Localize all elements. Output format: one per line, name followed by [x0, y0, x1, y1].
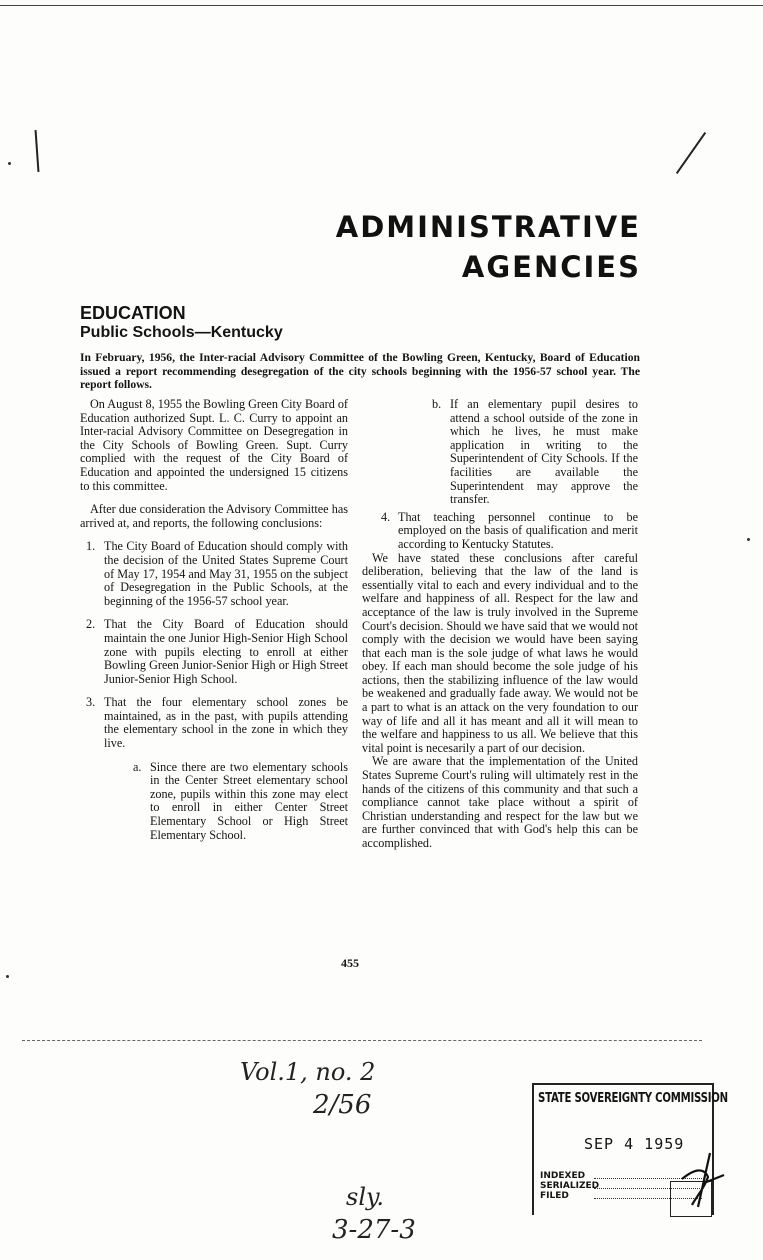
- pen-mark-right: [676, 132, 706, 174]
- item-text: That teaching personnel continue to be employed on the basis of qualification and merit according to Kentucky Statutes.: [398, 509, 638, 551]
- speck: [747, 538, 750, 541]
- page-number: 455: [341, 956, 359, 970]
- top-rule: [0, 5, 763, 6]
- sub-item-b: [362, 398, 638, 507]
- section-title: EDUCATION: [80, 303, 186, 323]
- stamp-date: SEP 4 1959: [584, 1135, 685, 1153]
- item-text: If an elementary pupil desires to attend a school outside of the zone in which he lives, he must make application in writing to the Superintendent of City Schools. If the facilities are available the Superintendent may approve the transfer.: [450, 397, 638, 507]
- item-number: 2.: [86, 617, 96, 632]
- sub-item-a: [80, 761, 348, 843]
- item-text: That the City Board of Education should maintain the one Junior High-Senior High School zone with pupils electing to enroll at either Bowling Green Junior-Senior High or High Street Junior-Senior High School.: [104, 617, 348, 686]
- stamp-labels: [540, 1171, 599, 1201]
- intro-paragraph: In February, 1956, the Inter-racial Advisory Committee of the Bowling Green, Kentucky, Board of Education issued a report recommending desegregation of the city schools beginning with the 1956-57 school year. The report follows.: [80, 351, 640, 392]
- item-number: b.: [432, 397, 442, 411]
- stamp-label-serialized: SERIALIZED: [540, 1181, 600, 1191]
- divider: [22, 1040, 702, 1041]
- conclusion-item: [80, 696, 348, 750]
- left-column: [80, 398, 348, 842]
- signature-mark: [674, 1149, 734, 1209]
- stamp-label-filed: FILED: [540, 1191, 569, 1201]
- subsection-title: Public Schools—Kentucky: [80, 324, 283, 341]
- item-number: 1.: [86, 539, 96, 554]
- item-text: Since there are two elementary schools in the Center Street elementary school zone, pupils within this zone may elect to enroll in either Center Street Elementary School or High Street Elementary School.: [150, 759, 348, 842]
- item-number: 3.: [86, 695, 96, 710]
- commission-stamp: [532, 1083, 728, 1215]
- handwritten-note: 2/56: [313, 1090, 372, 1120]
- handwritten-note: Vol.1, no. 2: [240, 1058, 376, 1086]
- pen-mark-left: [35, 130, 40, 172]
- right-column: [362, 398, 638, 851]
- paragraph: We have stated these conclusions after careful deliberation, believing that the law of the land is essentially vital to each and every individual and to the welfare and happiness of all. Respect for the law and acceptance of the law is truly involved in the Supreme Court's decision. Should we have said that we would not comply with the decision we would have been saying that each man is the sole judge of what laws he would obey. If each man should become the sole judge of his actions, then the stabilizing influence of the law would be weakened and gradually fade away. We would not be a part to what is an attack on the very foundation to our way of life and all it has meant and all it will mean to the welfare and happiness to us all. We believe that this vital point is necesarily a part of our decision.: [362, 550, 638, 755]
- handwritten-note: sly.: [346, 1183, 384, 1211]
- paragraph: We are aware that the implementation of the United States Supreme Court's ruling will ultimately rest in the hands of the citizens of this community and that such a compliance cannot take place without a spirit of Christian understanding and respect for the law but we are further convinced that with God's help this can be accomplished.: [362, 754, 638, 850]
- handwritten-note: 3-27-3: [332, 1215, 416, 1245]
- conclusion-item: [80, 540, 348, 608]
- item-number: a.: [133, 759, 142, 774]
- stamp-label-indexed: INDEXED: [540, 1171, 586, 1181]
- heading-line-2: AGENCIES: [461, 250, 641, 284]
- heading-line-1: ADMINISTRATIVE: [335, 210, 641, 244]
- paragraph: On August 8, 1955 the Bowling Green City Board of Education authorized Supt. L. C. Curry to appoint an Inter-racial Advisory Committee on Desegregation in the City Schools of Bowling Green. Supt. Curry complied with the request of the City Board of Education and appointed the undersigned 15 citizens to this committee.: [80, 397, 348, 493]
- speck: [8, 162, 11, 165]
- item-text: That the four elementary school zones be maintained, as in the past, with pupils attending the elementary school in the zone in which they live.: [104, 695, 348, 751]
- stamp-title: STATE SOVEREIGNTY COMMISSION: [538, 1091, 728, 1106]
- item-text: The City Board of Education should comply with the decision of the United States Supreme Court of May 17, 1954 and May 31, 1955 on the subject of Desegregation in the Public Schools, at the beginning of the 1956-57 school year.: [104, 539, 348, 608]
- speck: [6, 975, 9, 978]
- conclusion-item: [80, 618, 348, 686]
- conclusion-item: [362, 511, 638, 552]
- paragraph: After due consideration the Advisory Committee has arrived at, and reports, the following conclusions:: [80, 502, 348, 530]
- item-number: 4.: [381, 509, 391, 524]
